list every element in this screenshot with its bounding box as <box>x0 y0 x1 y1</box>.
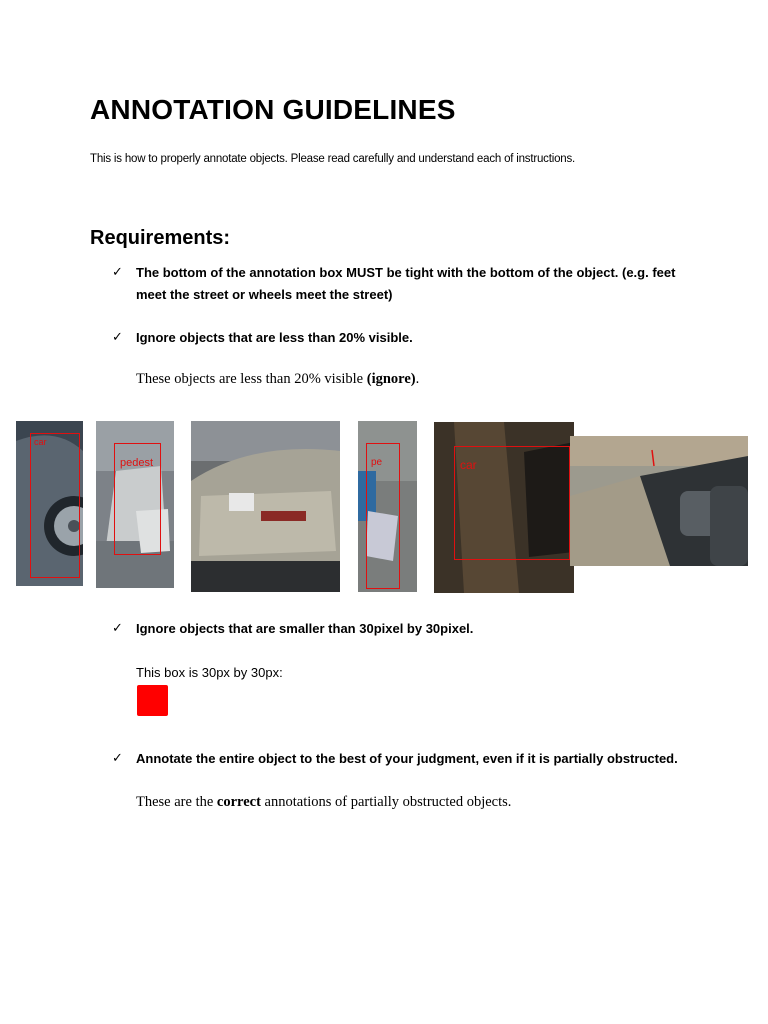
requirement-3 <box>112 618 692 640</box>
ignore-note: These objects are less than 20% visible (ignore). <box>136 371 420 387</box>
street-image <box>570 436 748 566</box>
requirement-text: Ignore objects that are less than 20% visible. <box>136 330 413 345</box>
example-thumbnail-street <box>570 436 748 566</box>
example-thumbnail-car-wheel <box>16 421 83 586</box>
requirement-4 <box>112 748 692 770</box>
example-thumbnail-car-behind-tree <box>434 422 574 593</box>
requirement-2 <box>112 327 692 349</box>
check-icon: ✓ <box>112 265 123 280</box>
size-sample-box <box>137 685 168 716</box>
check-icon: ✓ <box>112 330 123 345</box>
page-title: ANNOTATION GUIDELINES <box>90 94 456 125</box>
example-thumbnail-sedan <box>191 421 340 592</box>
annotation-box <box>30 433 80 578</box>
check-icon: ✓ <box>112 751 123 766</box>
sedan-image <box>191 421 340 592</box>
example-thumbnail-pedestrian <box>96 421 174 588</box>
annotation-label: car <box>460 458 477 472</box>
requirement-text: Ignore objects that are smaller than 30pixel by 30pixel. <box>136 621 474 636</box>
annotation-label: car <box>34 437 47 447</box>
check-icon: ✓ <box>112 621 123 636</box>
annotation-label: pe <box>371 457 383 468</box>
requirement-1 <box>112 262 692 306</box>
requirement-text: The bottom of the annotation box MUST be tight with the bottom of the object. (e.g. feet meet the street or wheels meet the street) <box>136 265 676 302</box>
requirement-text: Annotate the entire object to the best of your judgment, even if it is partially obstructed. <box>136 751 678 766</box>
obstructed-note: These are the correct annotations of partially obstructed objects. <box>136 794 512 810</box>
requirements-heading: Requirements: <box>90 227 231 249</box>
annotation-label: pedest <box>120 457 154 469</box>
size-note: This box is 30px by 30px: <box>136 665 283 680</box>
intro-text: This is how to properly annotate objects. Please read carefully and understand each of instructions. <box>90 153 576 165</box>
example-thumbnail-pedestrian-partial <box>358 421 417 592</box>
